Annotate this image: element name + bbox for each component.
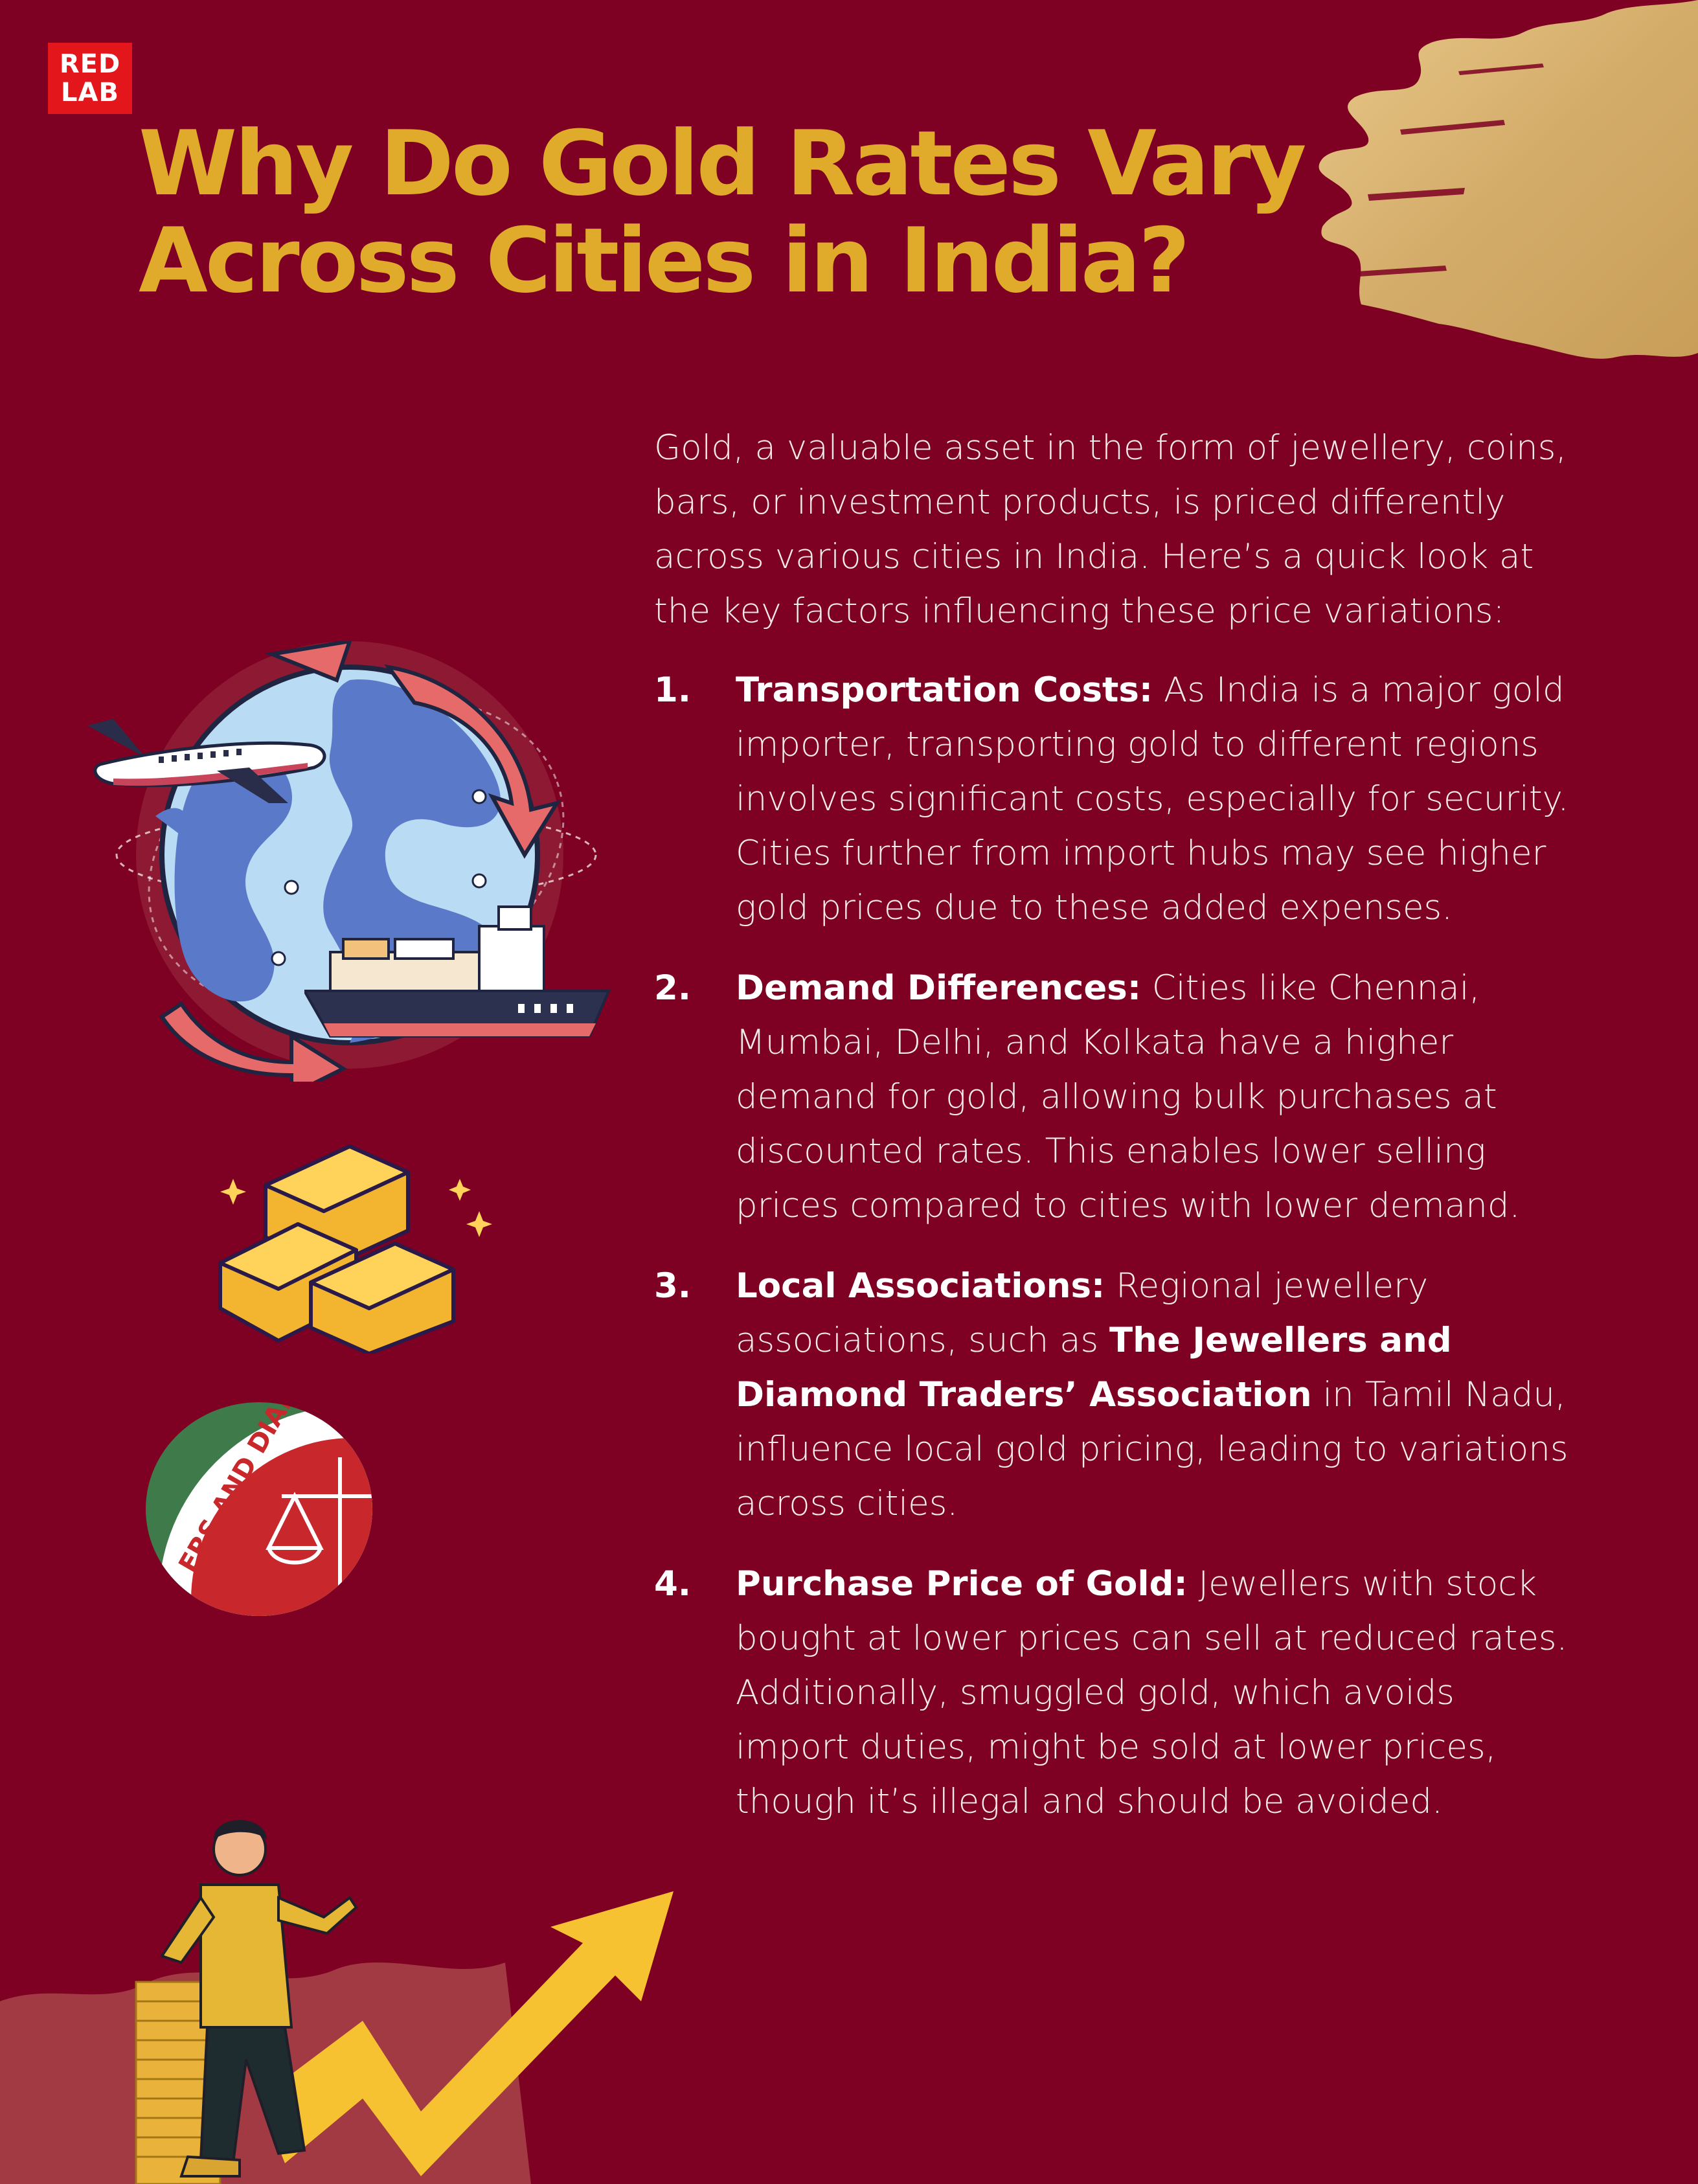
factor-text: As India is a major gold importer, transporting gold to different regions involves significant costs, especially for security. Cities further from import hubs may see higher gold prices due to these added expenses.: [736, 670, 1569, 927]
factor-text: Cities like Chennai, Mumbai, Delhi, and Kolkata have a higher demand for gold, allowing bulk purchases at discounted rates. This enables lower selling prices compared to cities with lower demand.: [736, 968, 1521, 1225]
factor-text: Regional jewellery associations, such as: [736, 1266, 1429, 1360]
logo-line-2: LAB: [61, 78, 119, 108]
factor-number: 4.: [654, 1564, 692, 1604]
factor-item-associations: [654, 1259, 1574, 1531]
factor-number: 1.: [654, 670, 692, 710]
title-line-1: Why Do Gold Rates Vary: [139, 111, 1304, 216]
gold-bars-icon: [214, 1140, 505, 1354]
factor-item-demand: [654, 961, 1574, 1233]
page-title: [139, 111, 1369, 313]
factor-heading: Transportation Costs:: [736, 670, 1153, 710]
factor-item-purchase-price: [654, 1557, 1574, 1829]
airplane-icon: [74, 706, 334, 810]
cargo-ship-icon: [304, 900, 615, 1049]
businessman-illustration: [0, 1788, 686, 2184]
article-body: [654, 421, 1574, 1855]
logo-line-1: RED: [59, 49, 121, 79]
factor-heading: Local Associations:: [736, 1266, 1105, 1306]
title-line-2: Across Cities in India?: [139, 209, 1188, 313]
factor-text: Jewellers with stock bought at lower prices can sell at reduced rates. Additionally, smuggled gold, which avoids import duties, might be sold at lower prices, though it’s illegal and should be avoided.: [736, 1564, 1568, 1821]
redlab-logo[interactable]: [48, 43, 132, 114]
factor-number: 3.: [654, 1266, 692, 1306]
factor-number: 2.: [654, 968, 692, 1008]
seal-text: ERS AND: [173, 1451, 264, 1578]
factor-text: in Tamil Nadu, influence local gold pricing, leading to variations across cities.: [736, 1375, 1568, 1523]
association-name: The Jewellers and Diamond Traders’ Association: [736, 1321, 1452, 1415]
association-seal-icon: [139, 1399, 379, 1619]
factor-heading: Demand Differences:: [736, 968, 1142, 1008]
factor-heading: Purchase Price of Gold:: [736, 1564, 1188, 1604]
factor-item-transportation: [654, 663, 1574, 935]
intro-paragraph: Gold, a valuable asset in the form of jewellery, coins, bars, or investment products, is priced differently across various cities in India. Here’s a quick look at the key factors influencing these price variations:: [654, 428, 1567, 631]
